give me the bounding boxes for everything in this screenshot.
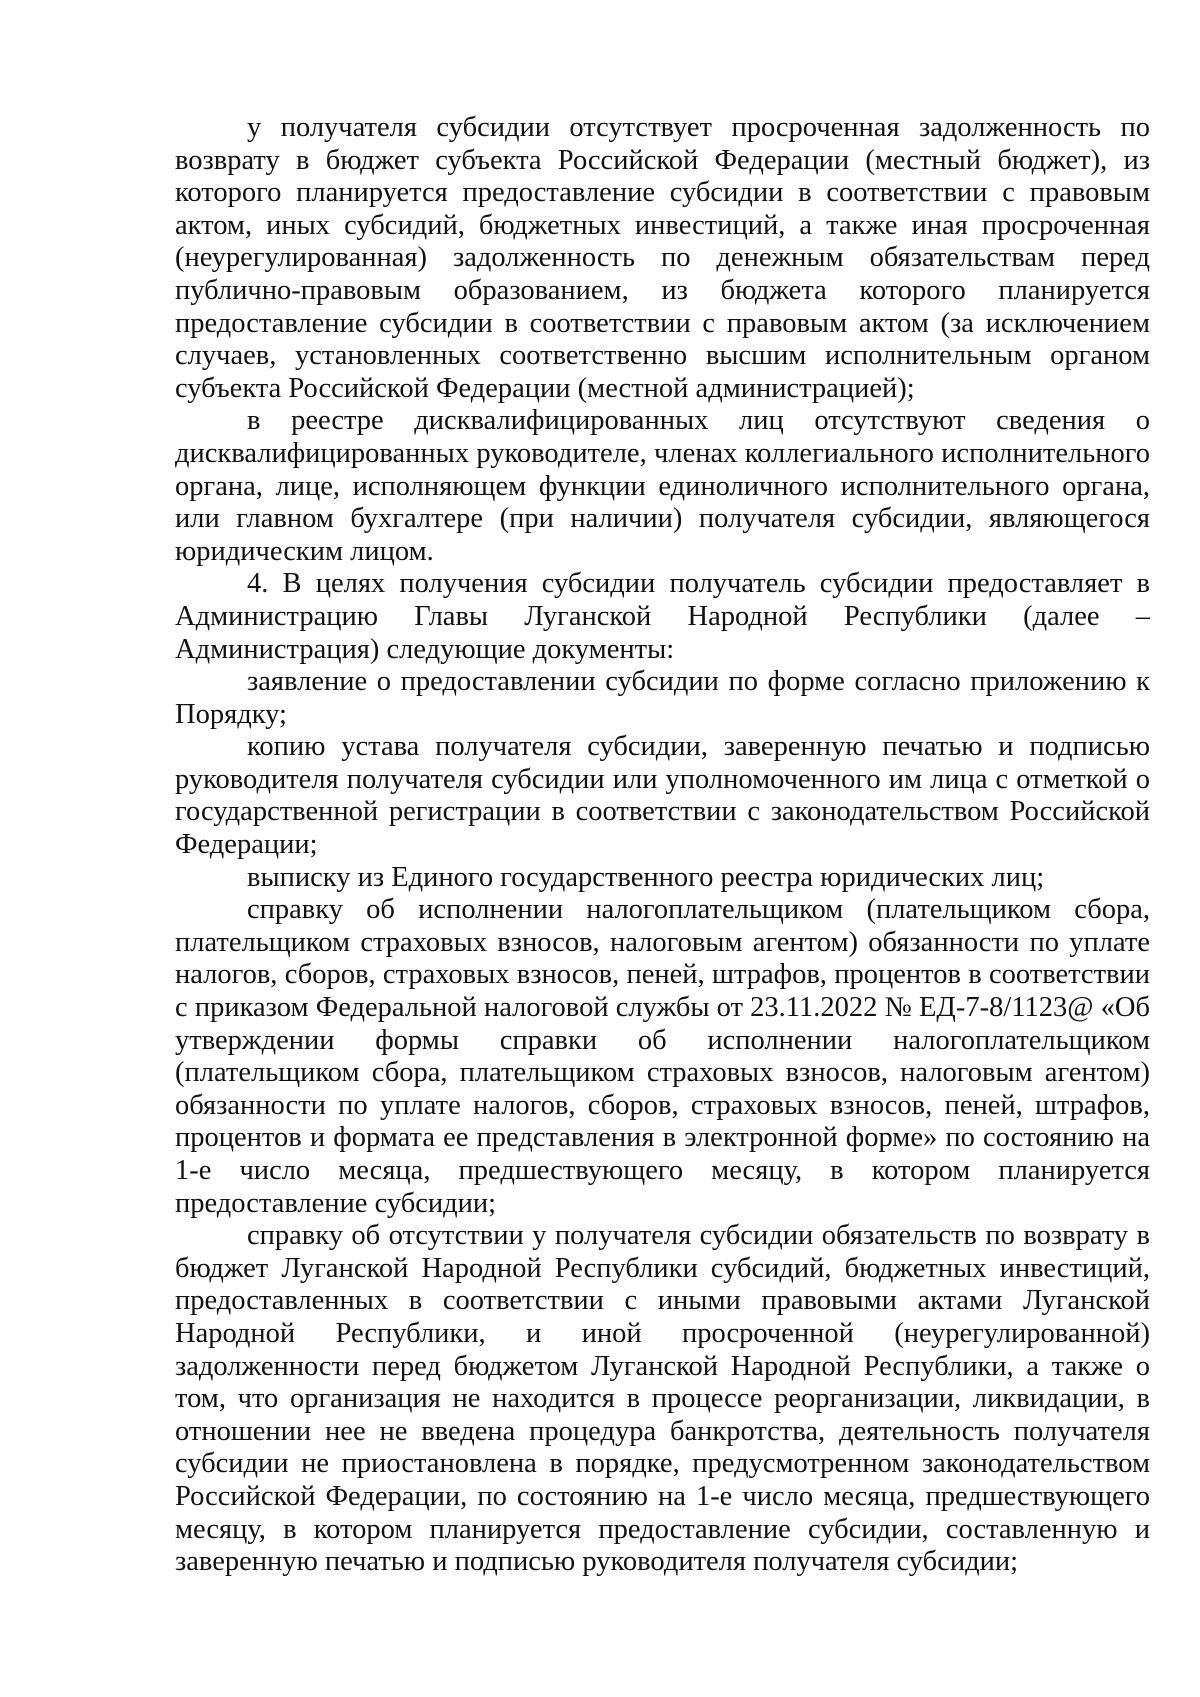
paragraph-application: заявление о предоставлении субсидии по форме согласно приложению к Порядку; [175, 666, 1150, 730]
paragraph-no-obligations-certificate: справку об отсутствии у получателя субсидии обязательств по возврату в бюджет Луганской Народной Республики субсидий, бюджетных инвестиций, предоставленных в соответствии с иными правовыми актами Луганской Народной Республики, и иной просроченной (неурегулированной) задолженности перед бюджетом Луганской Народной Республики, а также о том, что организация не находится в процессе реорганизации, ликвидации, в отношении нее не введена процедура банкротства, деятельность получателя субсидии не приостановлена в порядке, предусмотренном законодательством Российской Федерации, по состоянию на 1-е число месяца, предшествующего месяцу, в котором планируется предоставление субсидии, составленную и заверенную печатью и подписью руководителя получателя субсидии; [175, 1220, 1150, 1578]
paragraph-tax-certificate: справку об исполнении налогоплательщиком (плательщиком сбора, плательщиком страховых взносов, налоговым агентом) обязанности по уплате налогов, сборов, страховых взносов, пеней, штрафов, процентов в соответствии с приказом Федеральной налоговой службы от 23.11.2022 № ЕД-7-8/1123@ «Об утверждении формы справки об исполнении налогоплательщиком (плательщиком сбора, плательщиком страховых взносов, налоговым агентом) обязанности по уплате налогов, сборов, страховых взносов, пеней, штрафов, процентов и формата ее представления в электронной форме» по состоянию на 1-е число месяца, предшествующего месяцу, в котором планируется предоставление субсидии; [175, 894, 1150, 1219]
paragraph-registry-extract: выписку из Единого государственного реестра юридических лиц; [247, 861, 1045, 893]
paragraph-debt-absence: у получателя субсидии отсутствует просроченная задолженность по возврату в бюджет субъекта Российской Федерации (местный бюджет), из которого планируется предоставление субсидии в соответствии с правовым актом, иных субсидий, бюджетных инвестиций, а также иная просроченная (неурегулированная) задолженность по денежным обязательствам перед публично-правовым образованием, из бюджета которого планируется предоставление субсидии в соответствии с правовым актом (за исключением случаев, установленных соответственно высшим исполнительным органом субъекта Российской Федерации (местной администрацией); [175, 112, 1150, 404]
paragraph-disqualified-registry: в реестре дисквалифицированных лиц отсутствуют сведения о дисквалифицированных руководителе, членах коллегиального исполнительного органа, лице, исполняющем функции единоличного исполнительного органа, или главном бухгалтере (при наличии) получателя субсидии, являющегося юридическим лицом. [175, 405, 1150, 567]
document-page [175, 112, 1150, 1579]
paragraph-charter-copy: копию устава получателя субсидии, заверенную печатью и подписью руководителя получателя субсидии или уполномоченного им лица с отметкой о государственной регистрации в соответствии с законодательством Российской Федерации; [175, 731, 1150, 861]
paragraph-section-4-intro: 4. В целях получения субсидии получатель субсидии предоставляет в Администрацию Главы Луганской Народной Республики (далее – Администрация) следующие документы: [175, 568, 1150, 665]
